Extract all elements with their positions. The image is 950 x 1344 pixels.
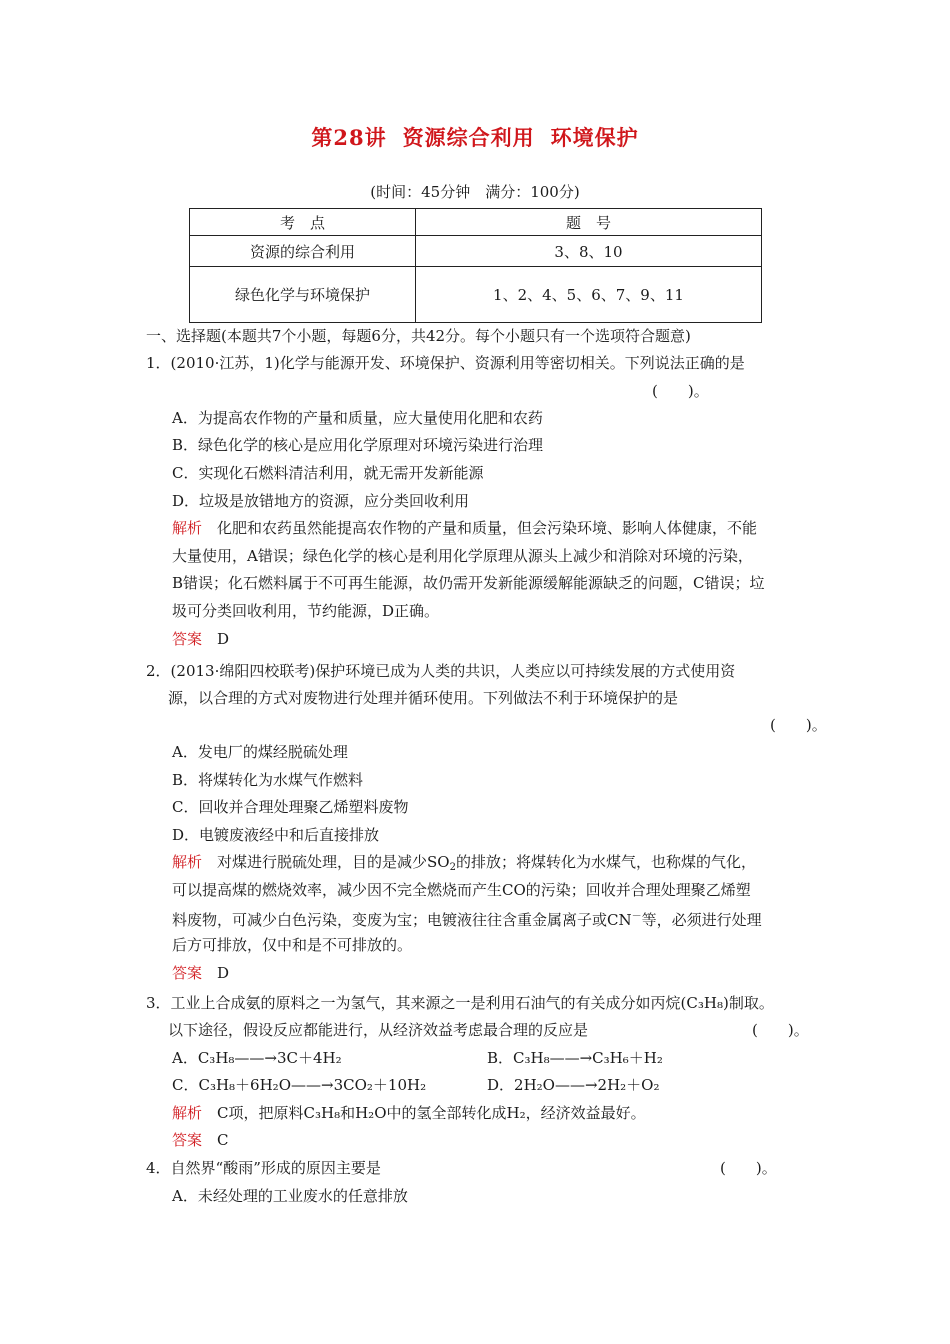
header-numbers: 题 号 — [416, 209, 762, 236]
answer-label: 答案 — [172, 630, 203, 648]
q2-analysis-line — [172, 852, 756, 878]
table-header-row — [190, 209, 762, 236]
title-topic-2: 环境保护 — [550, 125, 639, 150]
analysis-text: 料废物，可减少白色污染，变废为宝；电镀液往往含重金属离子或CN — [172, 911, 632, 929]
page-title — [0, 122, 950, 152]
q3-stem: 3．工业上合成氨的原料之一为氢气，其来源之一是利用石油气的有关成分如丙烷(C₃H₈)制取。 — [146, 994, 774, 1012]
q1-analysis-line: B错误；化石燃料属于不可再生能源，故仍需开发新能源缓解能源缺乏的问题，C错误；垃 — [172, 574, 765, 592]
q3-option-b: B．C₃H₈——→C₃H₆＋H₂ — [487, 1049, 663, 1067]
q3-option-d: D．2H₂O——→2H₂＋O₂ — [487, 1076, 660, 1094]
q1-answer-blank: ( )。 — [652, 382, 709, 400]
section-heading: 一、选择题(本题共7个小题，每题6分，共42分。每个小题只有一个选项符合题意) — [146, 327, 691, 345]
analysis-text: 的排放；将煤转化为水煤气，也称煤的气化， — [455, 853, 756, 871]
table-cell-topic: 绿色化学与环境保护 — [190, 267, 416, 323]
q2-option-c: C．回收并合理处理聚乙烯塑料废物 — [172, 798, 409, 816]
q2-option-b: B．将煤转化为水煤气作燃料 — [172, 771, 364, 789]
q2-analysis-line — [172, 907, 762, 930]
q1-option-b: B．绿色化学的核心是应用化学原理对环境污染进行治理 — [172, 436, 544, 454]
superscript: － — [631, 911, 642, 922]
q1-analysis-line — [172, 518, 757, 538]
lecture-number: 第28讲 — [311, 125, 387, 150]
analysis-label: 解析 — [172, 1104, 203, 1122]
q4-stem: 4．自然界“酸雨”形成的原因主要是 — [146, 1159, 381, 1177]
q2-stem: 2．(2013·绵阳四校联考)保护环境已成为人类的共识，人类应以可持续发展的方式使用资 — [146, 662, 736, 680]
answer-label: 答案 — [172, 964, 203, 982]
q1-analysis-line: 圾可分类回收利用，节约能源，D正确。 — [172, 602, 440, 620]
q1-option-c: C．实现化石燃料清洁利用，就无需开发新能源 — [172, 464, 484, 482]
q3-option-a: A．C₃H₈——→3C＋4H₂ — [172, 1049, 342, 1067]
analysis-text: 等，必须进行处理 — [641, 911, 762, 929]
table-cell-topic: 资源的综合利用 — [190, 236, 416, 267]
q3-analysis-line — [172, 1103, 646, 1123]
analysis-text: 化肥和农药虽然能提高农作物的产量和质量，但会污染环境、影响人体健康，不能 — [217, 519, 758, 537]
analysis-text: 对煤进行脱硫处理，目的是减少SO — [217, 853, 450, 871]
q1-analysis-line: 大量使用，A错误；绿色化学的核心是利用化学原理从源头上减少和消除对环境的污染， — [172, 547, 753, 565]
table-row — [190, 267, 762, 323]
analysis-label: 解析 — [172, 519, 203, 537]
q3-answer-blank: ( )。 — [752, 1021, 809, 1039]
q3-option-c: C．C₃H₈＋6H₂O——→3CO₂＋10H₂ — [172, 1076, 427, 1094]
header-topic: 考 点 — [190, 209, 416, 236]
table-cell-numbers: 1、2、4、5、6、7、9、11 — [416, 267, 762, 323]
q1-option-d: D．垃圾是放错地方的资源，应分类回收利用 — [172, 492, 470, 510]
q2-answer-blank: ( )。 — [770, 716, 827, 734]
q3-answer — [172, 1130, 229, 1150]
table-row — [190, 236, 762, 267]
subscript: 2 — [449, 862, 456, 873]
table-cell-numbers: 3、8、10 — [416, 236, 762, 267]
q2-option-d: D．电镀废液经中和后直接排放 — [172, 826, 380, 844]
q4-option-a: A．未经处理的工业废水的任意排放 — [172, 1187, 408, 1205]
q2-analysis-line: 后方可排放，仅中和是不可排放的。 — [172, 936, 413, 954]
answer-value: C — [217, 1131, 229, 1149]
answer-value: D — [217, 630, 230, 648]
q3-stem: 以下途径，假设反应都能进行，从经济效益考虑最合理的反应是 — [168, 1021, 589, 1039]
q1-stem: 1．(2010·江苏，1)化学与能源开发、环境保护、资源利用等密切相关。下列说法正确的是 — [146, 354, 745, 372]
answer-label: 答案 — [172, 1131, 203, 1149]
q4-answer-blank: ( )。 — [720, 1159, 777, 1177]
q2-analysis-line: 可以提高煤的燃烧效率，减少因不完全燃烧而产生CO的污染；回收并合理处理聚乙烯塑 — [172, 881, 751, 899]
answer-value: D — [217, 964, 230, 982]
q2-stem: 源，以合理的方式对废物进行处理并循环使用。下列做法不利于环境保护的是 — [168, 689, 679, 707]
q1-answer — [172, 629, 229, 649]
q2-option-a: A．发电厂的煤经脱硫处理 — [172, 743, 348, 761]
q1-option-a: A．为提高农作物的产量和质量，应大量使用化肥和农药 — [172, 409, 543, 427]
q2-answer — [172, 963, 229, 983]
topic-table — [189, 208, 762, 323]
exam-info: (时间：45分钟 满分：100分) — [370, 183, 580, 201]
analysis-text: C项，把原料C₃H₈和H₂O中的氢全部转化成H₂，经济效益最好。 — [217, 1104, 646, 1122]
analysis-label: 解析 — [172, 853, 203, 871]
title-topic-1: 资源综合利用 — [402, 125, 535, 150]
